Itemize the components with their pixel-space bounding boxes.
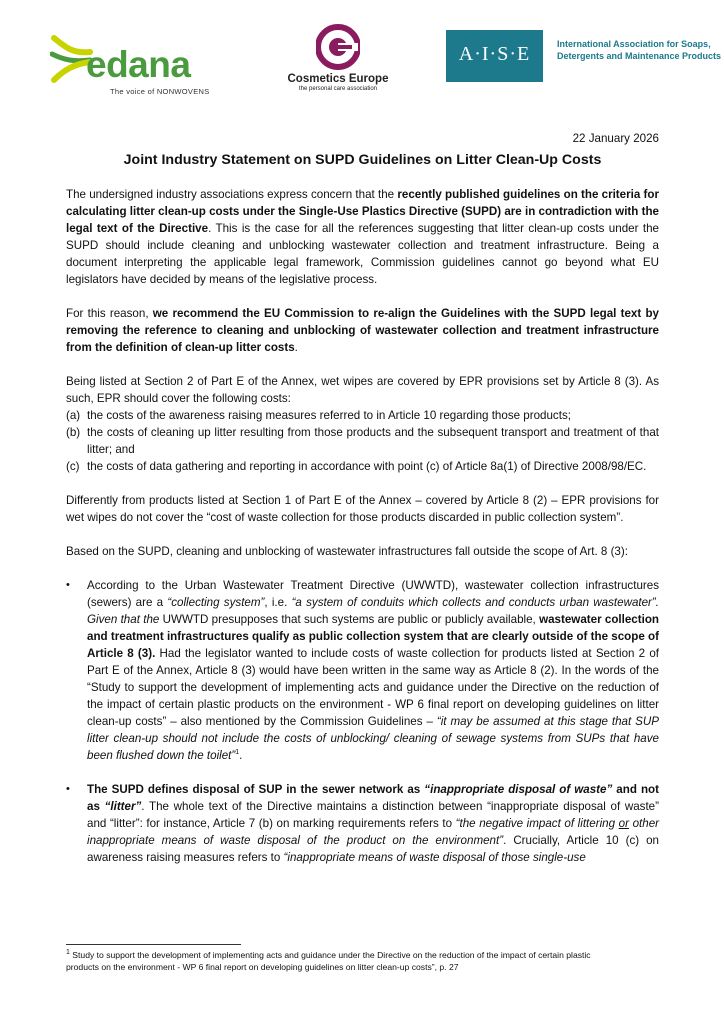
text-run-italic: “a system of conduits which collects and conducts urban wastewater”. Given that the — [87, 596, 659, 626]
aise-wordmark: A·I·S·E — [458, 43, 531, 65]
paragraph-intro — [66, 186, 659, 288]
aise-logo — [446, 30, 543, 82]
cosmetics-europe-tagline: the personal care association — [298, 86, 378, 92]
text-run: According to the Urban Wastewater Treatment Directive (UWWTD), wastewater collection infrastructures (sewers) are a — [87, 579, 659, 609]
cost-list — [66, 407, 659, 475]
recommendation-text-bold: we recommend the EU Commission to re-align the Guidelines with the SUPD legal text by removing the reference to cleaning and unblocking of wastewater collection and treatment infrastructure from the definition of clean-up litter costs — [66, 307, 659, 354]
edana-logo — [50, 30, 220, 100]
text-run-italic: “inappropriate means of waste disposal of those single-use — [283, 851, 586, 864]
footnote-line-1 — [66, 950, 666, 962]
intro-text-c: . This is the case for all the references suggesting that litter clean-up costs under the SUPD should include cleaning and unblocking wastewater collection and treatment infrastructure. Being a document interpreting the applicable legal framework, Commission guidelines cannot go beyond what EU legislators have decided by means of the legislative process. — [66, 222, 659, 286]
text-run: UWWTD presupposes that such systems are public or publicly available, — [159, 613, 540, 626]
paragraph-epr-costs: Being listed at Section 2 of Part E of the Annex, wet wipes are covered by EPR provisions set by Article 8 (3). As such, EPR should cover the following costs: — [66, 375, 659, 405]
footnote-line-2: products on the environment - WP 6 final report on developing guidelines on litter clean-up costs”, p. 27 — [66, 961, 459, 972]
footnote-reference[interactable]: 1 — [235, 749, 240, 757]
edana-tagline: The voice of NONWOVENS — [110, 87, 210, 96]
recommendation-text-c: . — [294, 341, 298, 354]
paragraph-section-1: Differently from products listed at Section 1 of Part E of the Annex – covered by Article 8 (2) – EPR provisions for wet wipes do not cover the “cost of waste collection for those products discarded in public collection system”. — [66, 494, 659, 524]
paragraph-scope: Based on the SUPD, cleaning and unblocking of wastewater infrastructures fall outside the scope of Art. 8 (3): — [66, 545, 628, 558]
text-run-bold-italic: “litter” — [104, 800, 142, 813]
text-run-underlined: or — [618, 817, 629, 830]
header-logos — [0, 22, 724, 112]
footnote-divider — [66, 944, 241, 945]
text-run-bold: The SUPD defines disposal of SUP in the sewer network as — [87, 783, 425, 796]
footnote — [66, 950, 666, 973]
text-run: . — [239, 749, 243, 762]
edana-wordmark: edana — [86, 44, 191, 85]
list-item — [66, 458, 659, 475]
bullet-dot: • — [66, 783, 70, 795]
text-run: , i.e. — [264, 596, 292, 609]
aise-description-line-1: International Association for Soaps, — [557, 39, 711, 49]
footnote-number: 1 — [66, 949, 70, 957]
text-run: . Crucially, Article 10 (c) on awareness raising measures refers to — [87, 834, 659, 864]
cosmetics-europe-emblem-icon — [316, 24, 360, 70]
list-item — [66, 424, 659, 458]
recommendation-text-a: For this reason, — [66, 307, 153, 320]
text-run-bold-italic: “inappropriate disposal of waste” — [424, 783, 613, 796]
text-run: Had the legislator wanted to include costs of waste collection for products listed at Section 2 of Part E of the Annex, Article 8 (3) would have been written in the same way as Article 8 (2). In the words of the “Study to support the development of implementing acts and guidance under the Directive on the reduction of the impact of certain plastic products on the environment - WP 6 final report on developing guidelines on litter clean-up costs” – also mentioned by the Commission Guidelines – — [87, 647, 659, 728]
text-run-bold: wastewater collection and treatment infrastructures qualify as public collection system that are clearly outside of the scope of Article 8 (3). — [87, 613, 659, 660]
intro-text-bold: recently published guidelines on the criteria for calculating litter clean-up costs under the Single-Use Plastics Directive (SUPD) are in contradiction with the legal text of the Directive — [66, 188, 659, 235]
text-run-italic: “it may be assumed at this stage that SUP litter clean-up should not include the costs of unblocking/ cleaning of sewage systems from SUPs that have been flushed down the toilet” — [87, 715, 659, 762]
document-body — [66, 130, 659, 883]
paragraph-recommendation — [66, 305, 659, 356]
list-marker: (c) — [66, 460, 80, 473]
bullet-uwwtd — [66, 577, 659, 764]
list-item-text: the costs of cleaning up litter resulting from those products and the subsequent transport and treatment of that litter; and — [87, 426, 659, 456]
list-item — [66, 407, 659, 424]
bullet-dot: • — [66, 579, 70, 591]
list-marker: (a) — [66, 409, 81, 422]
intro-text-a: The undersigned industry associations express concern that the — [66, 188, 398, 201]
aise-description — [557, 38, 724, 62]
text-run-italic: “collecting system” — [167, 596, 265, 609]
list-marker: (b) — [66, 426, 81, 439]
aise-description-line-2: Detergents and Maintenance Products — [557, 51, 722, 61]
text-run-bold: and not as — [87, 783, 659, 813]
document-title: Joint Industry Statement on SUPD Guidelines on Litter Clean-Up Costs — [123, 152, 602, 168]
cosmetics-europe-logo — [283, 22, 393, 100]
list-item-text: the costs of data gathering and reporting in accordance with point (c) of Article 8a(1) of Directive 2008/98/EC. — [87, 460, 647, 473]
footnote-text-1: Study to support the development of implementing acts and guidance under the Directive on the reduction of the impact of certain plastic — [69, 950, 591, 960]
document-date: 22 January 2026 — [572, 132, 659, 145]
list-item-text: the costs of the awareness raising measures referred to in Article 10 regarding those products; — [87, 409, 571, 422]
bullet-uwwtd-text — [87, 577, 659, 764]
bullet-disposal — [66, 781, 659, 866]
text-run: . The whole text of the Directive maintains a distinction between “inappropriate disposal of waste” and “litter”: for instance, Article 7 (b) on marking requirements refers to — [87, 800, 659, 830]
text-run-italic: other inappropriate means of waste disposal of the product on the environment” — [87, 817, 659, 847]
text-run-italic: “the negative impact of littering — [455, 817, 619, 830]
cosmetics-europe-name: Cosmetics Europe — [287, 73, 389, 85]
bullet-disposal-text — [87, 781, 659, 866]
